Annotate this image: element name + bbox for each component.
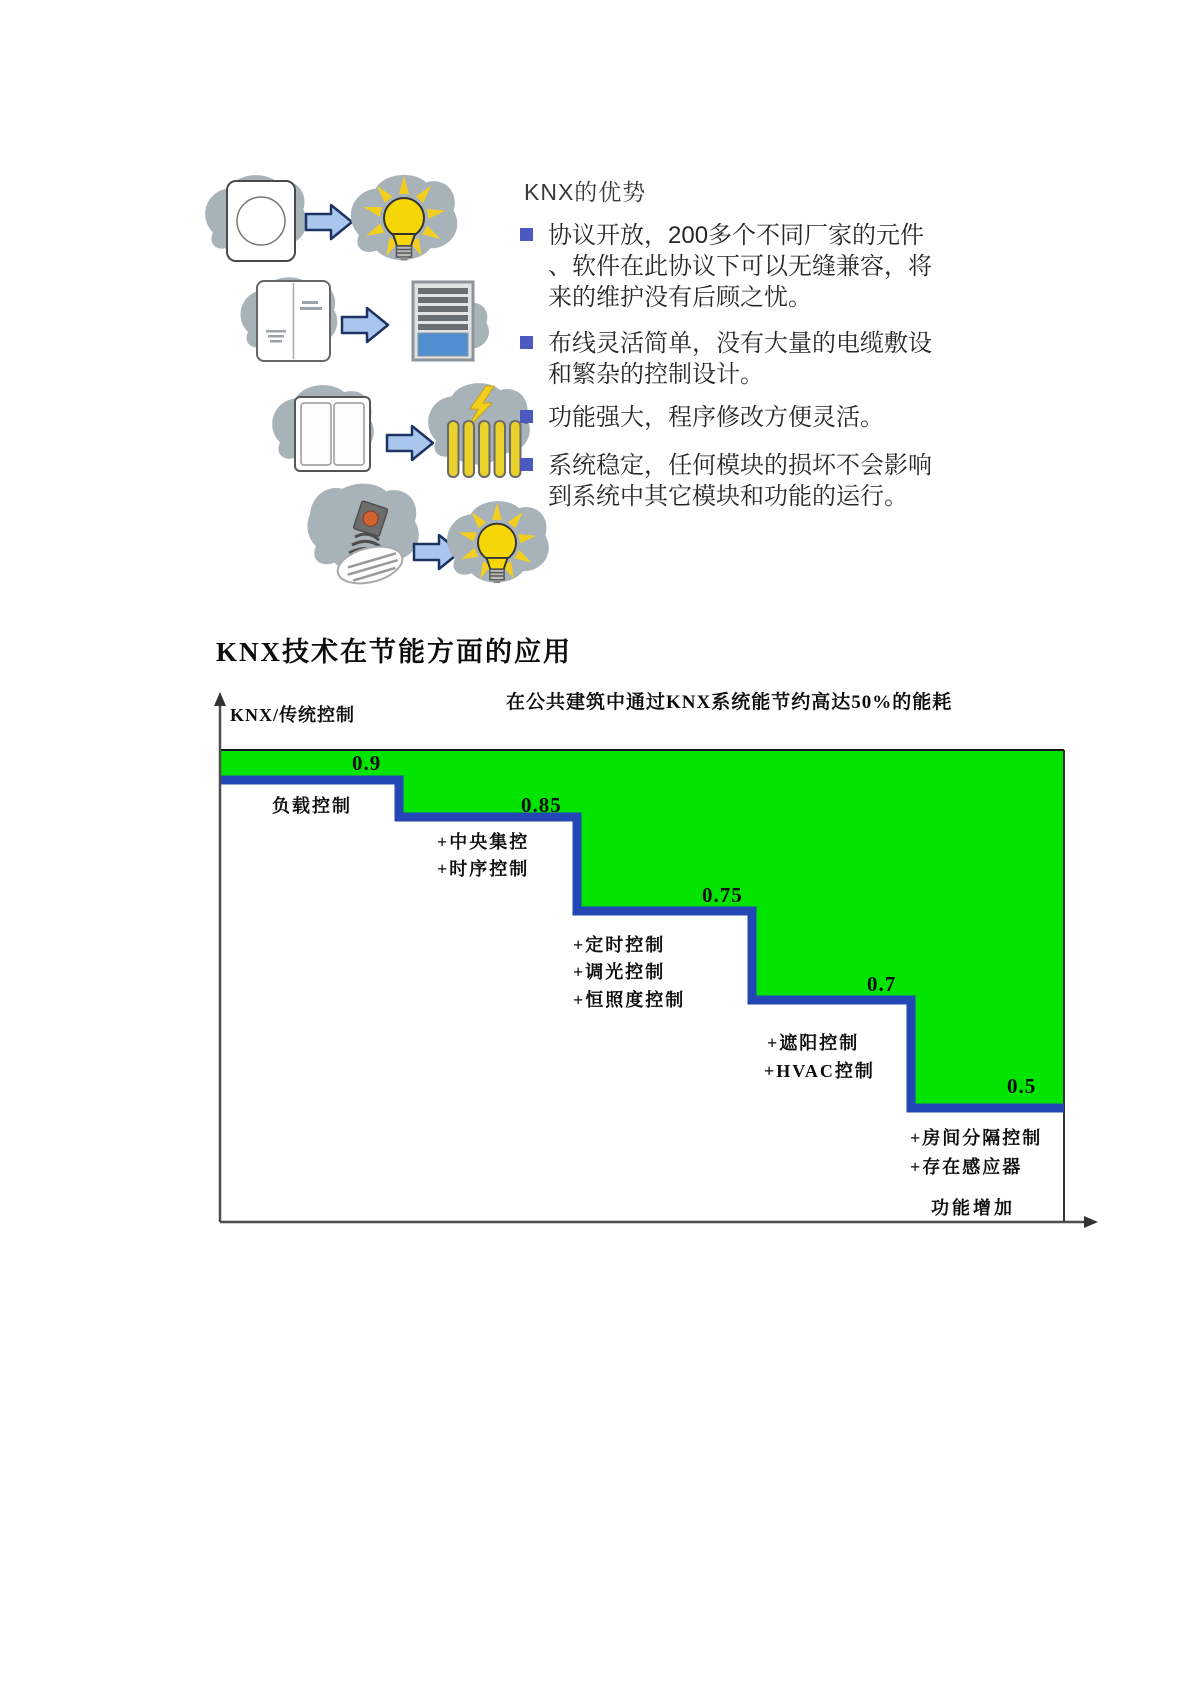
value-label-0.85: 0.85 [521, 793, 562, 817]
window-blind-icon [413, 282, 489, 360]
remote-control-hand-icon [307, 484, 418, 590]
radiator-icon [428, 383, 530, 477]
right-arrow-icon [342, 308, 388, 342]
step-label: +恒照度控制 [573, 990, 686, 1010]
bullet-square-icon [520, 410, 533, 423]
bullet-square-icon [520, 458, 533, 471]
advantage-bullet [520, 450, 932, 512]
chart-subtitle: 在公共建筑中通过KNX系统能节约高达50%的能耗 [506, 692, 953, 713]
step-label: +HVAC控制 [764, 1061, 875, 1081]
illustration-panel [180, 150, 560, 610]
double-rocker-switch-icon [241, 277, 338, 361]
light-bulb-icon [351, 175, 457, 261]
y-axis-label: KNX/传统控制 [230, 705, 355, 725]
bullet-text-line: 来的维护没有后顾之忧。 [548, 284, 812, 311]
advantage-bullet [520, 402, 884, 433]
value-label-0.7: 0.7 [867, 972, 897, 996]
bullet-text-line: 和繁杂的控制设计。 [548, 361, 764, 388]
light-bulb-icon [447, 501, 549, 583]
push-button-panel-icon [205, 175, 307, 261]
bullet-square-icon [520, 336, 533, 349]
step-label: +调光控制 [573, 962, 666, 982]
x-axis-arrow-icon [1084, 1216, 1098, 1228]
section-title: KNX技术在节能方面的应用 [216, 637, 572, 667]
bullet-text-line: 、软件在此协议下可以无缝兼容，将 [548, 253, 932, 280]
advantage-bullet [520, 328, 932, 390]
y-axis-arrow-icon [214, 692, 226, 706]
advantage-bullet [520, 220, 932, 313]
bullet-text-line: 协议开放，200多个不同厂家的元件 [548, 222, 925, 249]
bullet-text-line: 布线灵活简单，没有大量的电缆敷设 [548, 330, 932, 357]
bullet-text-line: 功能强大，程序修改方便灵活。 [548, 404, 884, 431]
step-label: +中央集控 [437, 832, 530, 852]
bullet-text-line: 系统稳定，任何模块的损坏不会影响 [548, 452, 932, 479]
value-label-0.75: 0.75 [702, 883, 743, 907]
advantages-title: KNX的优势 [524, 179, 647, 205]
bullet-text-line: 到系统中其它模块和功能的运行。 [548, 483, 908, 510]
x-axis-label: 功能增加 [931, 1198, 1015, 1218]
step-label: +时序控制 [437, 859, 530, 879]
double-switch-panel-icon [272, 385, 374, 471]
right-arrow-icon [306, 205, 352, 239]
step-label: 负载控制 [272, 796, 352, 816]
step-label: +定时控制 [573, 935, 666, 955]
step-label: +遮阳控制 [767, 1033, 860, 1053]
value-label-0.5: 0.5 [1007, 1074, 1037, 1098]
step-label: +房间分隔控制 [910, 1128, 1043, 1148]
value-label-0.9: 0.9 [352, 751, 382, 775]
right-arrow-icon [387, 426, 433, 460]
step-label: +存在感应器 [910, 1157, 1023, 1177]
bullet-square-icon [520, 228, 533, 241]
